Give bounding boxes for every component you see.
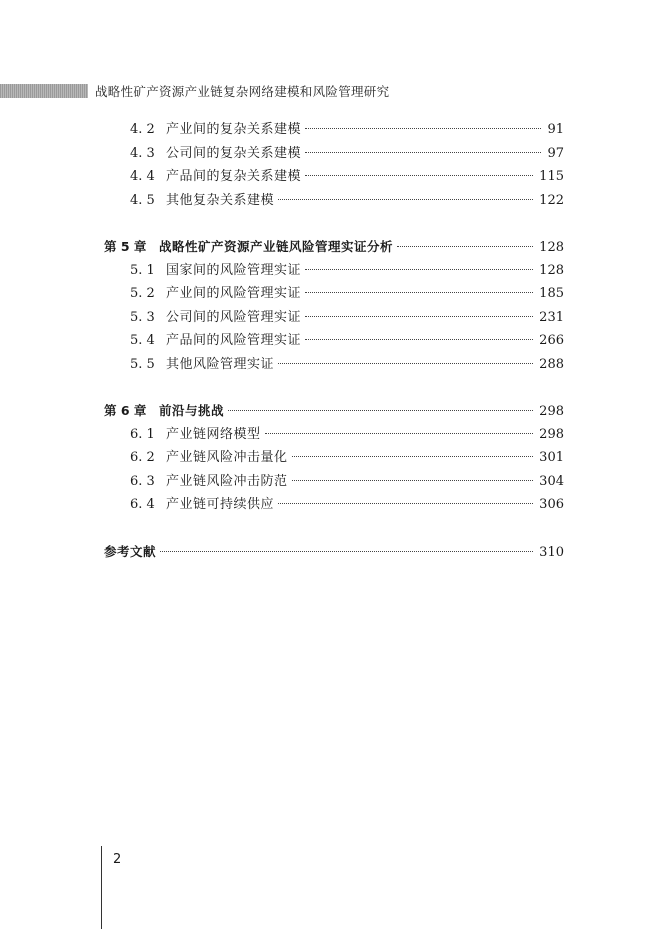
toc-entry-4-3[interactable] — [104, 142, 564, 166]
toc-title: 产品间的复杂关系建模 — [166, 169, 302, 184]
toc-entry-6-3[interactable] — [104, 470, 564, 494]
toc-title: 产品间的风险管理实证 — [166, 333, 302, 348]
leader-dots — [278, 503, 533, 504]
leader-dots — [305, 316, 533, 317]
page-number: 2 — [113, 852, 122, 867]
toc-entry-5-4[interactable] — [104, 329, 564, 353]
toc-references[interactable] — [104, 540, 564, 564]
toc-entry-5-2[interactable] — [104, 282, 564, 306]
toc-number: 4. 4 — [130, 169, 155, 184]
toc-entry-5-5[interactable] — [104, 353, 564, 377]
toc-number: 4. 3 — [130, 145, 155, 161]
toc-number: 5. 5 — [130, 356, 155, 372]
toc-number: 4. 5 — [130, 192, 155, 208]
toc-title: 产业间的复杂关系建模 — [166, 122, 302, 137]
toc-entry-5-3[interactable] — [104, 306, 564, 330]
table-of-contents — [104, 118, 564, 563]
spacer — [104, 376, 564, 399]
toc-number: 5. 1 — [130, 262, 155, 278]
toc-number: 5. 3 — [130, 309, 155, 325]
toc-page: 122 — [539, 192, 564, 208]
toc-page: 306 — [539, 497, 564, 512]
leader-dots — [160, 551, 533, 552]
toc-page: 185 — [539, 286, 564, 301]
leader-dots — [278, 363, 533, 364]
toc-title: 其他风险管理实证 — [166, 356, 275, 372]
leader-dots — [228, 410, 533, 411]
toc-title: 公司间的复杂关系建模 — [166, 145, 302, 161]
leader-dots — [305, 152, 541, 153]
toc-entry-6-2[interactable] — [104, 446, 564, 470]
toc-title: 产业间的风险管理实证 — [166, 286, 302, 301]
toc-title: 产业链网络模型 — [166, 426, 261, 442]
toc-page: 310 — [539, 544, 564, 560]
leader-dots — [265, 433, 534, 434]
toc-number: 6. 1 — [130, 426, 155, 442]
toc-chapter-5[interactable] — [104, 235, 564, 259]
leader-dots — [292, 480, 534, 481]
leader-dots — [305, 269, 533, 270]
spacer — [104, 212, 564, 235]
toc-title: 产业链风险冲击防范 — [166, 473, 288, 489]
toc-title: 公司间的风险管理实证 — [166, 309, 302, 325]
toc-page: 231 — [539, 309, 564, 325]
footer-rule — [101, 846, 102, 929]
toc-chapter-6[interactable] — [104, 399, 564, 423]
spacer — [104, 517, 564, 540]
toc-number: 5. 2 — [130, 286, 155, 301]
leader-dots — [278, 199, 533, 200]
chapter-title: 战略性矿产资源产业链风险管理实证分析 — [159, 239, 394, 254]
toc-page: 97 — [547, 145, 564, 161]
toc-entry-6-4[interactable] — [104, 493, 564, 517]
chapter-number: 第 6 章 — [104, 403, 147, 418]
toc-page: 266 — [539, 333, 564, 348]
toc-page: 288 — [539, 356, 564, 372]
toc-page: 298 — [539, 404, 564, 419]
toc-title: 产业链风险冲击量化 — [166, 450, 288, 465]
toc-entry-5-1[interactable] — [104, 259, 564, 283]
toc-title: 产业链可持续供应 — [166, 497, 275, 512]
toc-page: 128 — [539, 262, 564, 278]
leader-dots — [292, 456, 534, 457]
chapter-title: 前沿与挑战 — [159, 403, 225, 418]
chapter-number: 第 5 章 — [104, 239, 147, 254]
leader-dots — [305, 292, 533, 293]
running-header-title: 战略性矿产资源产业链复杂网络建模和风险管理研究 — [95, 84, 390, 99]
references-title: 参考文献 — [104, 543, 157, 559]
toc-page: 91 — [547, 122, 564, 137]
toc-page: 304 — [539, 473, 564, 489]
toc-number: 6. 4 — [130, 497, 155, 512]
toc-number: 4. 2 — [130, 122, 155, 137]
toc-number: 6. 3 — [130, 473, 155, 489]
leader-dots — [305, 339, 533, 340]
toc-entry-4-5[interactable] — [104, 189, 564, 213]
toc-entry-6-1[interactable] — [104, 423, 564, 447]
header-bar — [0, 84, 88, 98]
toc-page: 128 — [539, 240, 564, 255]
toc-page: 115 — [539, 169, 564, 184]
leader-dots — [305, 175, 533, 176]
toc-number: 5. 4 — [130, 333, 155, 348]
toc-title: 其他复杂关系建模 — [166, 192, 275, 208]
toc-number: 6. 2 — [130, 450, 155, 465]
leader-dots — [397, 246, 533, 247]
toc-page: 301 — [539, 450, 564, 465]
toc-entry-4-4[interactable] — [104, 165, 564, 189]
toc-entry-4-2[interactable] — [104, 118, 564, 142]
toc-title: 国家间的风险管理实证 — [166, 262, 302, 278]
leader-dots — [305, 128, 541, 129]
toc-page: 298 — [539, 426, 564, 442]
